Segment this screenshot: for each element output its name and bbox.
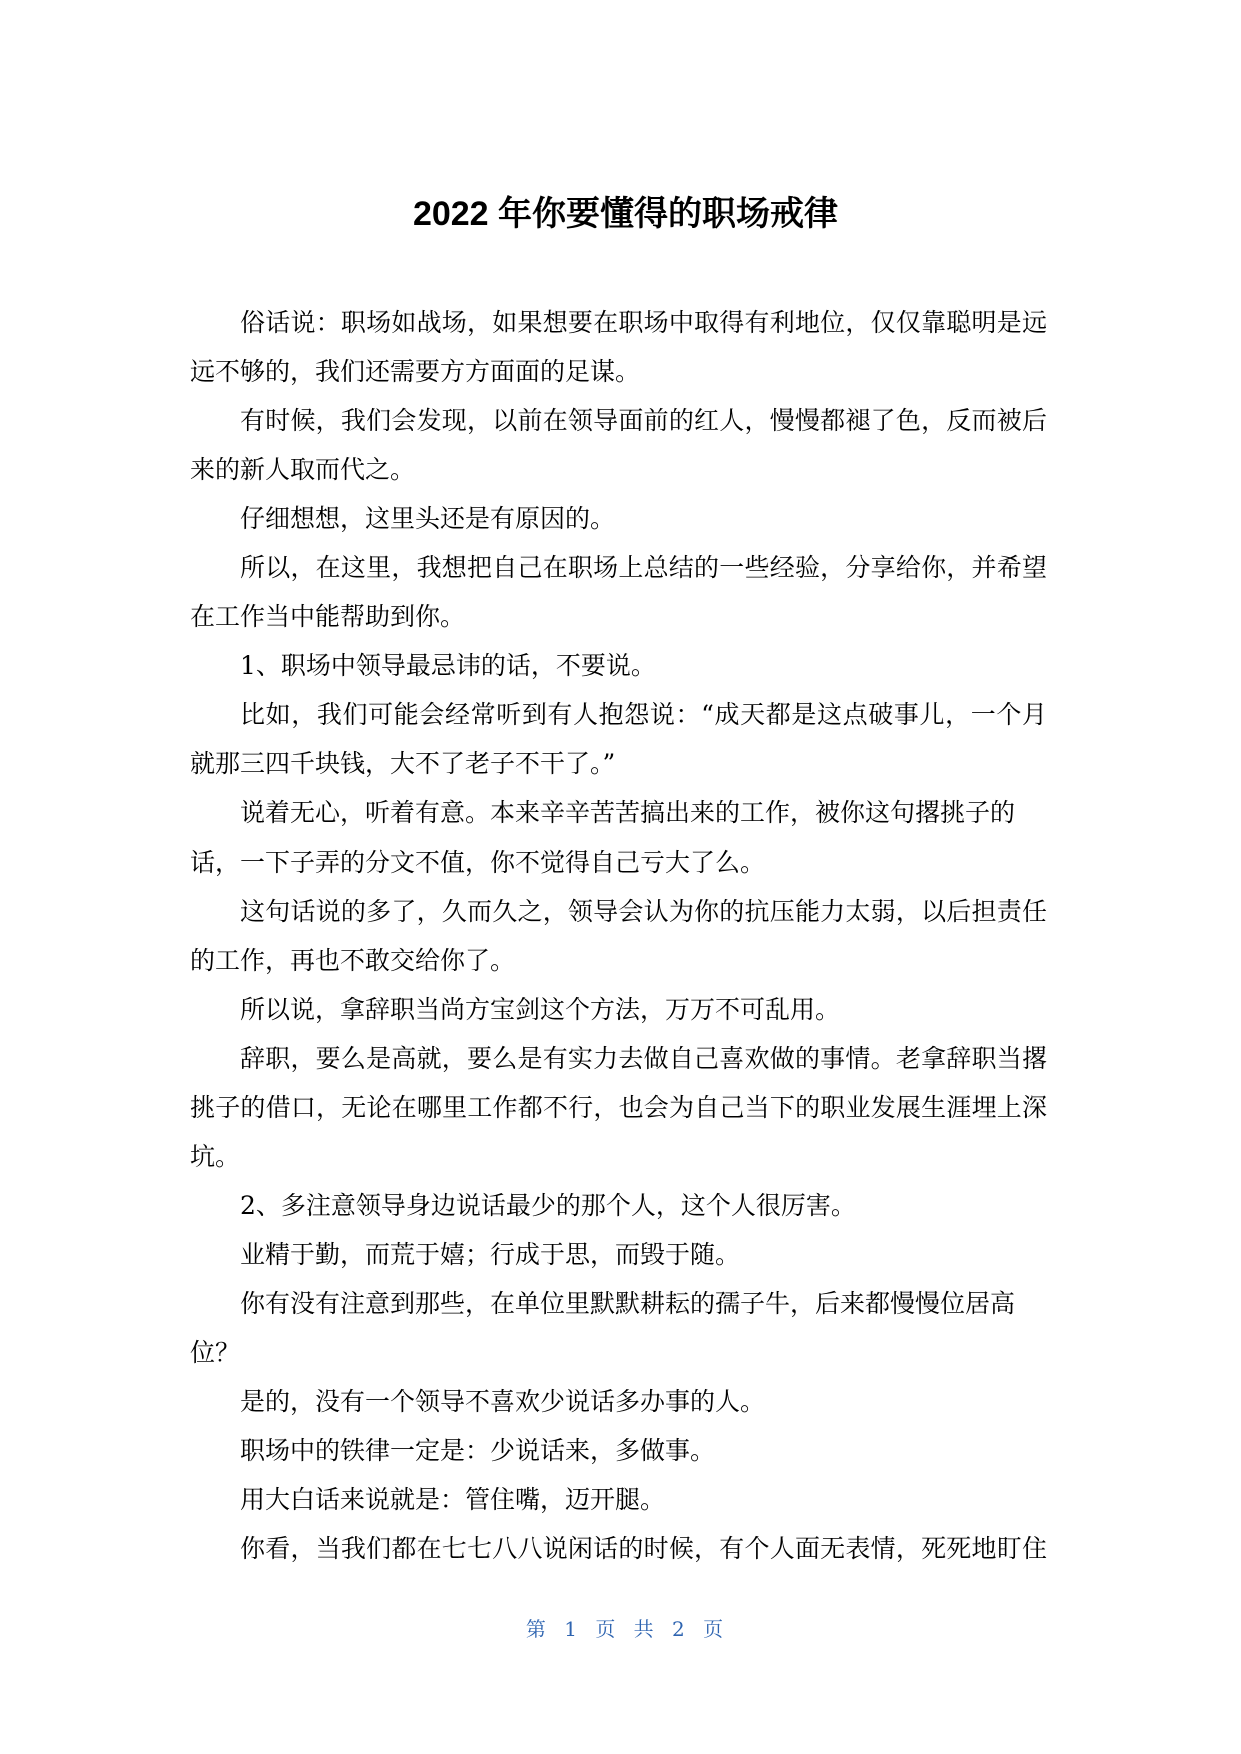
paragraph [190, 396, 1047, 494]
section-heading [190, 1181, 1047, 1230]
paragraph [190, 1230, 1047, 1279]
paragraph-line: 仔细想想，这里头还是有原因的。 [240, 504, 616, 534]
paragraph-line: 坑。 [190, 1141, 241, 1171]
paragraph [190, 1279, 1047, 1377]
paragraph-line: 用大白话来说就是：管住嘴，迈开腿。 [240, 1485, 666, 1515]
paragraph-line: 说着无心，听着有意。本来辛辛苦苦搞出来的工作，被你这句撂挑子的 [240, 798, 1016, 828]
paragraph [190, 1377, 1047, 1426]
page-number-indicator: 第 1 页 共 2 页 [525, 1617, 724, 1641]
paragraph-line: 这句话说的多了，久而久之，领导会认为你的抗压能力太弱，以后担责任 [240, 896, 1047, 926]
paragraph-line: 比如，我们可能会经常听到有人抱怨说：“成天都是这点破事儿，一个月 [240, 700, 1047, 730]
paragraph [190, 543, 1047, 641]
paragraph [190, 1524, 1047, 1573]
paragraph-line: 你看，当我们都在七七八八说闲话的时候，有个人面无表情，死死地盯住 [240, 1534, 1047, 1564]
paragraph-line: 话，一下子弄的分文不值，你不觉得自己亏大了么。 [190, 847, 766, 877]
paragraph [190, 1475, 1047, 1524]
paragraph-line: 所以说，拿辞职当尚方宝剑这个方法，万万不可乱用。 [240, 994, 841, 1024]
paragraph-line: 在工作当中能帮助到你。 [190, 602, 466, 632]
paragraph-line: 来的新人取而代之。 [190, 455, 416, 485]
document-title: 2022 年你要懂得的职场戒律 [412, 195, 839, 233]
paragraph-line: 你有没有注意到那些，在单位里默默耕耘的孺子牛，后来都慢慢位居高 [240, 1288, 1016, 1318]
paragraph-line: 2、多注意领导身边说话最少的那个人，这个人很厉害。 [240, 1190, 856, 1220]
paragraph-line: 就那三四千块钱，大不了老子不干了。” [190, 749, 616, 779]
paragraph-line: 的工作，再也不敢交给你了。 [190, 945, 516, 975]
page-footer [8, 1615, 1241, 1643]
document-body [190, 298, 1047, 1573]
paragraph [190, 788, 1047, 886]
paragraph [190, 985, 1047, 1034]
paragraph-line: 俗话说：职场如战场，如果想要在职场中取得有利地位，仅仅靠聪明是远 [240, 308, 1047, 337]
paragraph [190, 494, 1047, 543]
paragraph-line: 位？ [190, 1337, 241, 1367]
paragraph-line: 业精于勤，而荒于嬉；行成于思，而毁于随。 [240, 1239, 741, 1269]
section-heading [190, 641, 1047, 690]
paragraph-line: 所以，在这里，我想把自己在职场上总结的一些经验，分享给你，并希望 [240, 553, 1047, 583]
paragraph [190, 1034, 1047, 1181]
paragraph-line: 远不够的，我们还需要方方面面的足谋。 [190, 357, 641, 387]
paragraph-line: 职场中的铁律一定是：少说话来，多做事。 [240, 1436, 716, 1466]
paragraph [190, 690, 1047, 788]
paragraph-line: 辞职，要么是高就，要么是有实力去做自己喜欢做的事情。老拿辞职当撂 [240, 1043, 1047, 1073]
paragraph [190, 887, 1047, 985]
paragraph-line: 1、职场中领导最忌讳的话，不要说。 [240, 651, 656, 681]
paragraph-line: 挑子的借口，无论在哪里工作都不行，也会为自己当下的职业发展生涯埋上深 [190, 1092, 1047, 1122]
paragraph [190, 1426, 1047, 1475]
paragraph [190, 298, 1047, 396]
paragraph-line: 是的，没有一个领导不喜欢少说话多办事的人。 [240, 1387, 766, 1417]
paragraph-line: 有时候，我们会发现，以前在领导面前的红人，慢慢都褪了色，反而被后 [240, 406, 1047, 436]
